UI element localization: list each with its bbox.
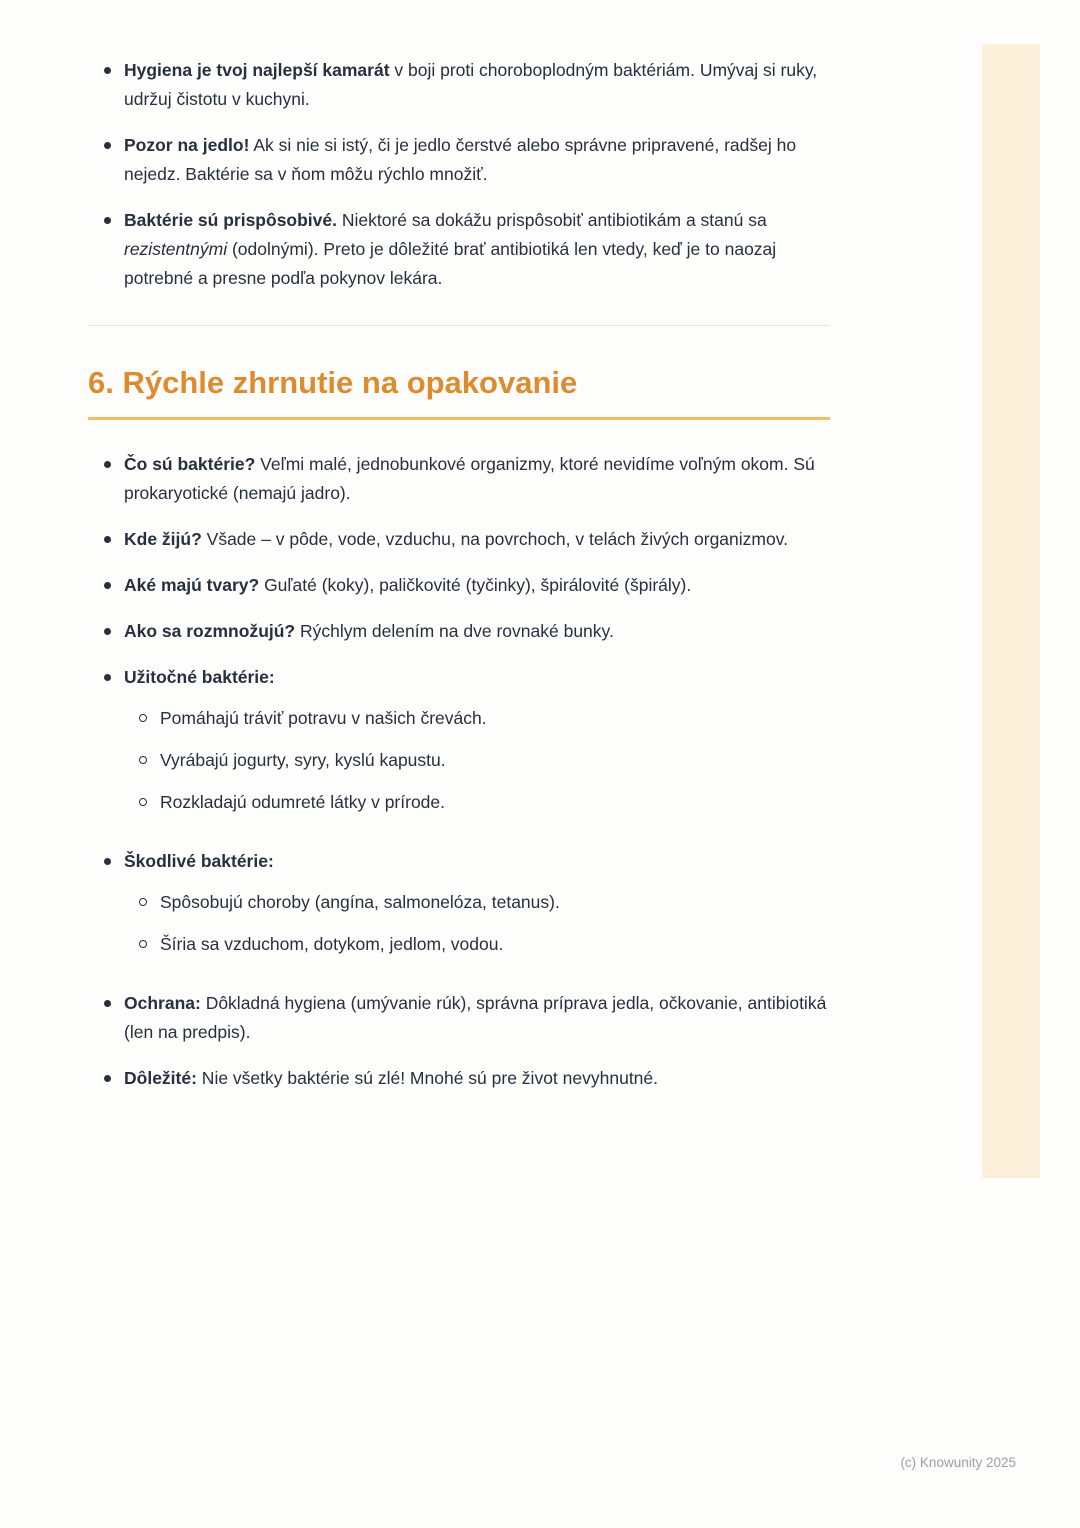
list-item <box>88 847 830 972</box>
heading-underline <box>88 417 830 420</box>
section-heading: 6. Rýchle zhrnutie na opakovanie <box>88 365 578 400</box>
list-item-text <box>124 1064 830 1093</box>
bullet-icon <box>104 217 111 224</box>
list-item-lead: Pozor na jedlo! <box>124 135 250 155</box>
list-item-text <box>124 56 830 114</box>
list-item-lead: Hygiena je tvoj najlepší kamarát <box>124 60 390 80</box>
list-item-lead: Baktérie sú prispôsobivé. <box>124 210 337 230</box>
list-item-lead: Škodlivé baktérie: <box>124 851 274 871</box>
sub-list-item-text: Rozkladajú odumreté látky v prírode. <box>160 792 445 812</box>
circle-bullet-icon <box>139 898 147 906</box>
list-item-text <box>124 571 830 600</box>
list-item-lead: Aké majú tvary? <box>124 575 260 595</box>
summary-list <box>88 450 830 1093</box>
sub-list-item-text: Pomáhajú tráviť potravu v našich črevách. <box>160 708 487 728</box>
list-item-text <box>124 206 830 293</box>
bullet-icon <box>104 1075 111 1082</box>
sub-list-item <box>124 788 830 817</box>
sub-list-item-text: Šíria sa vzduchom, dotykom, jedlom, vodou. <box>160 934 504 954</box>
circle-bullet-icon <box>139 756 147 764</box>
bullet-icon <box>104 461 111 468</box>
list-item-lead: Kde žijú? <box>124 529 202 549</box>
list-item-body: Všade – v pôde, vode, vzduchu, na povrchoch, v telách živých organizmov. <box>201 529 789 549</box>
sub-list-item <box>124 930 830 959</box>
list-item-body: v boji proti choroboplodným baktériám. Umývaj si ruky, udržuj čistotu v kuchyni. <box>124 60 818 109</box>
list-item-body: Ak si nie si istý, či je jedlo čerstvé alebo správne pripravené, radšej ho nejedz. Baktérie sa v ňom môžu rýchlo množiť. <box>124 135 797 184</box>
list-item-lead: Čo sú baktérie? <box>124 454 256 474</box>
list-item-lead: Dôležité: <box>124 1068 197 1088</box>
sub-list-item-text: Vyrábajú jogurty, syry, kyslú kapustu. <box>160 750 446 770</box>
list-item-text <box>124 131 830 189</box>
right-margin-stripe <box>982 44 1040 1178</box>
list-item-body: Veľmi malé, jednobunkové organizmy, ktoré nevidíme voľným okom. Sú prokaryotické (nemajú jadro). <box>124 454 815 503</box>
copyright-footer: (c) Knowunity 2025 <box>900 1455 1016 1470</box>
list-item-text <box>124 847 830 972</box>
tips-list <box>88 56 830 293</box>
list-item-text <box>124 617 830 646</box>
list-item-body: Niektoré sa dokážu prispôsobiť antibiotikám a stanú sa <box>337 210 767 230</box>
list-item <box>88 206 830 293</box>
sub-list-item <box>124 704 830 733</box>
sub-list <box>124 888 830 959</box>
bullet-icon <box>104 67 111 74</box>
sub-list <box>124 704 830 817</box>
list-item-italic: rezistentnými <box>124 239 228 259</box>
bullet-icon <box>104 628 111 635</box>
list-item-text <box>124 450 830 508</box>
list-item-text <box>124 989 830 1047</box>
list-item-lead: Užitočné baktérie: <box>124 667 275 687</box>
list-item-text <box>124 663 830 830</box>
list-item <box>88 1064 830 1093</box>
bullet-icon <box>104 858 111 865</box>
list-item-body: Dôkladná hygiena (umývanie rúk), správna príprava jedla, očkovanie, antibiotiká (len na predpis). <box>124 993 827 1042</box>
sub-list-item-text: Spôsobujú choroby (angína, salmonelóza, tetanus). <box>160 892 560 912</box>
sub-list-item <box>124 746 830 775</box>
list-item-lead: Ochrana: <box>124 993 201 1013</box>
list-item <box>88 56 830 114</box>
bullet-icon <box>104 142 111 149</box>
list-item-body: (odolnými). Preto je dôležité brať antibiotiká len vtedy, keď je to naozaj potrebné a presne podľa pokynov lekára. <box>124 239 777 288</box>
circle-bullet-icon <box>139 940 147 948</box>
list-item-body: Nie všetky baktérie sú zlé! Mnohé sú pre život nevyhnutné. <box>196 1068 659 1088</box>
bullet-icon <box>104 1000 111 1007</box>
bullet-icon <box>104 674 111 681</box>
list-item <box>88 525 830 554</box>
list-item <box>88 617 830 646</box>
list-item <box>88 131 830 189</box>
list-item <box>88 571 830 600</box>
list-item-lead: Ako sa rozmnožujú? <box>124 621 296 641</box>
list-item <box>88 663 830 830</box>
list-item <box>88 450 830 508</box>
list-item-body: Guľaté (koky), paličkovité (tyčinky), špirálovité (špirály). <box>259 575 692 595</box>
bullet-icon <box>104 536 111 543</box>
sub-list-item <box>124 888 830 917</box>
section-divider <box>88 325 830 326</box>
bullet-icon <box>104 582 111 589</box>
circle-bullet-icon <box>139 714 147 722</box>
list-item <box>88 989 830 1047</box>
circle-bullet-icon <box>139 798 147 806</box>
list-item-body: Rýchlym delením na dve rovnaké bunky. <box>295 621 614 641</box>
list-item-text <box>124 525 830 554</box>
